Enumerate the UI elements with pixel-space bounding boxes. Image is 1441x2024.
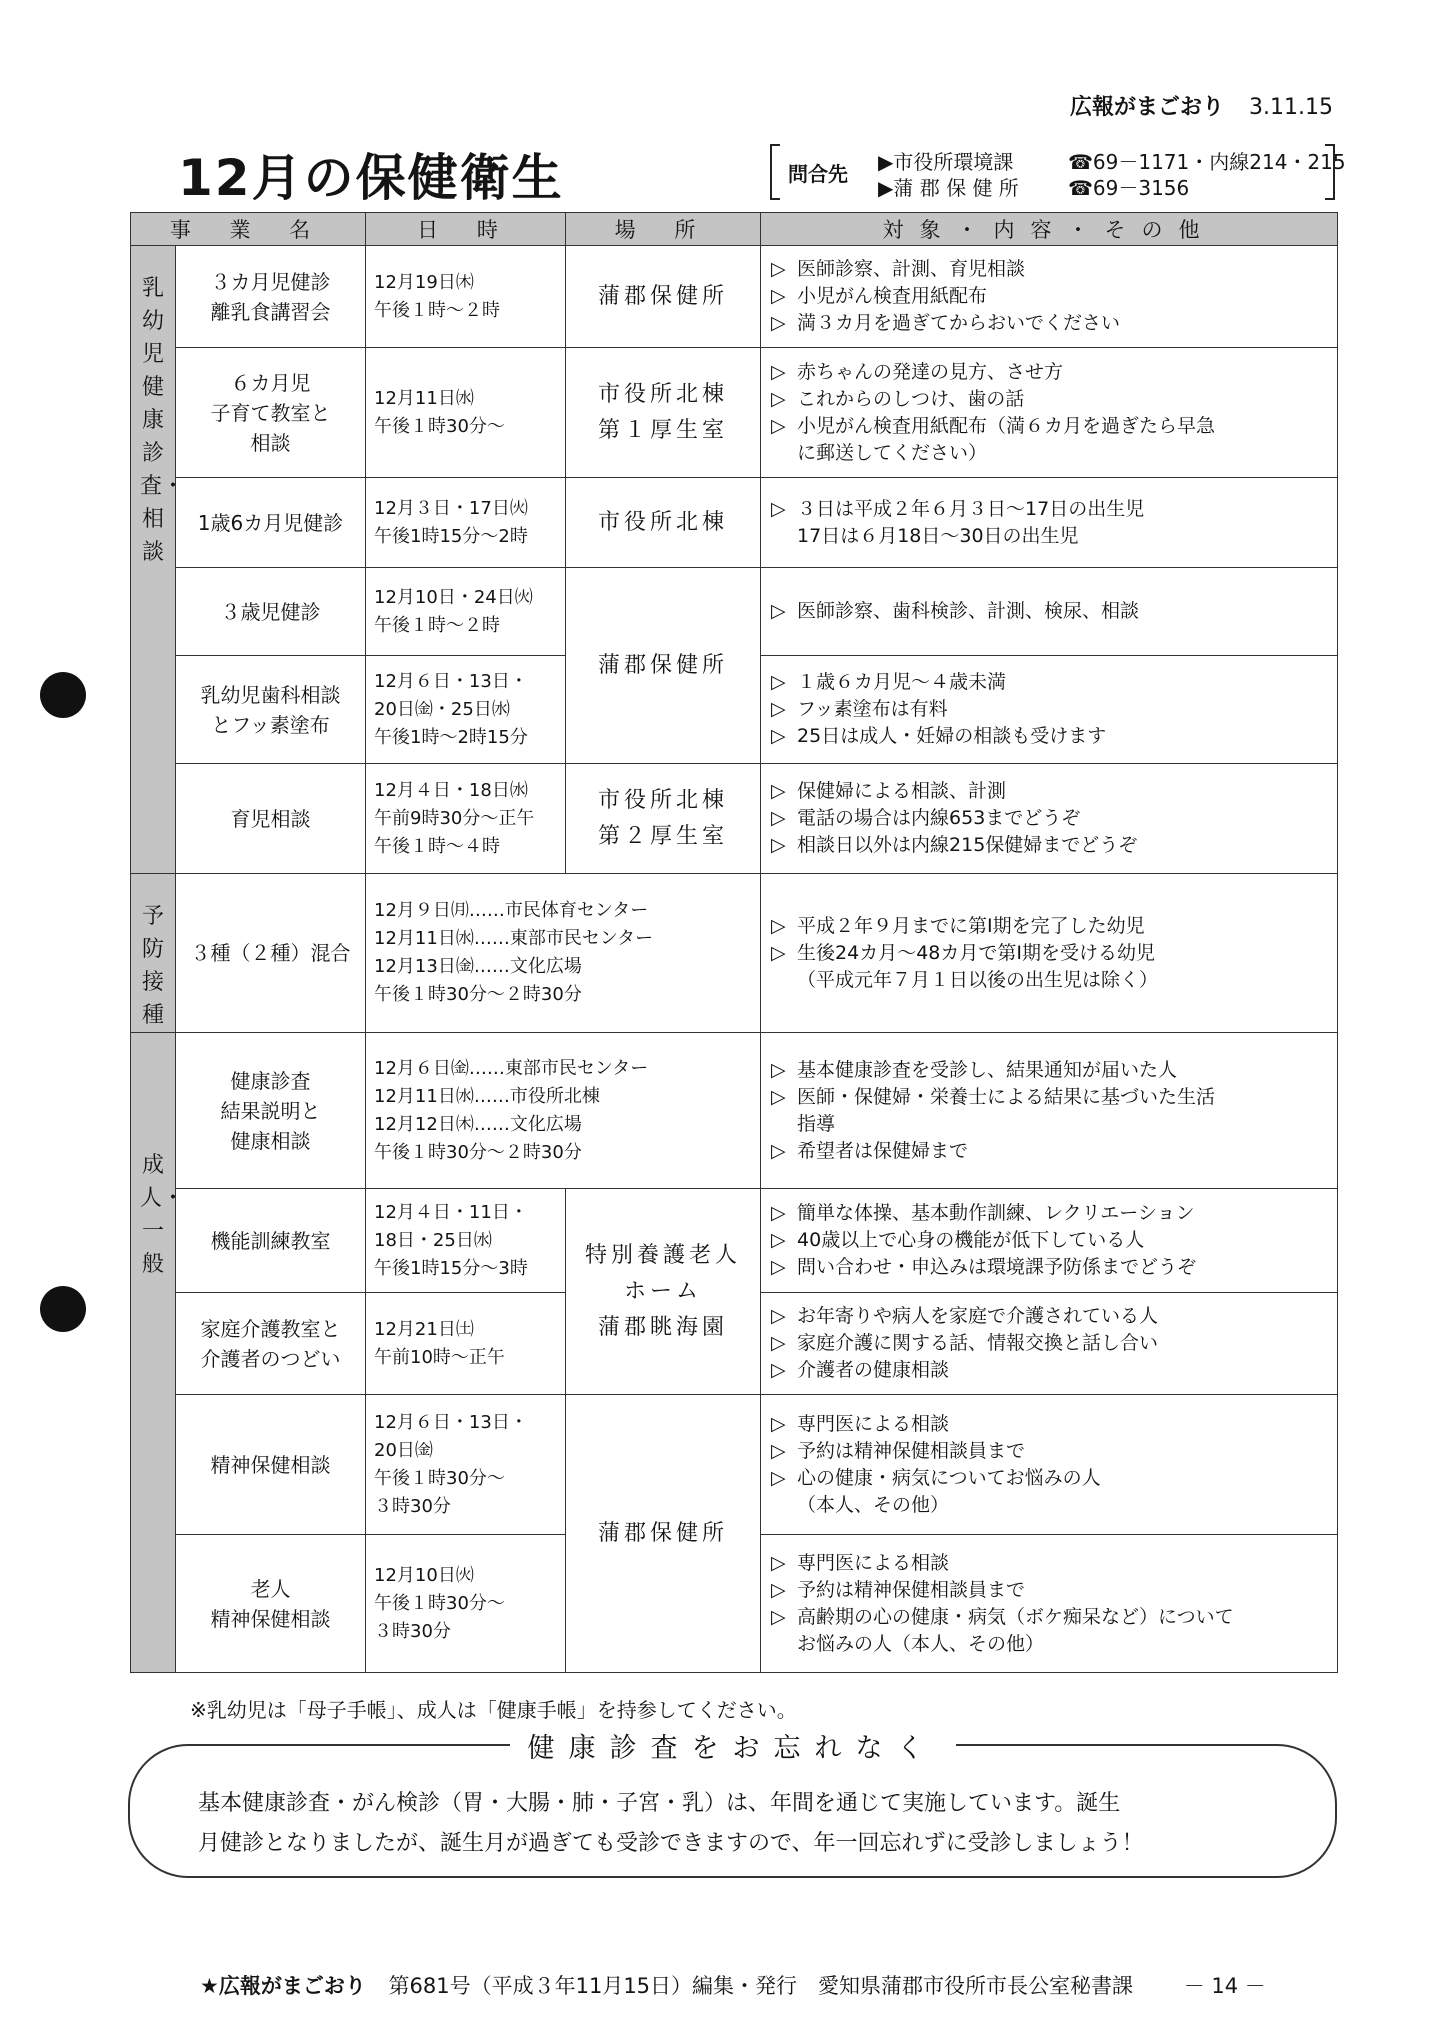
event-line: 介護者のつどい <box>200 1346 341 1371</box>
inquiry-tel: ☎69－3156 <box>1068 176 1190 200</box>
place-text: 蒲郡眺海園 <box>598 1314 729 1340</box>
event-cell <box>176 1033 366 1189</box>
date-line: 12月19日㈭ <box>374 271 474 293</box>
table-row <box>131 764 1338 874</box>
bullet-triangle-icon: ▷ <box>771 1229 786 1251</box>
date-line: 12月13日㈮……文化広場 <box>374 956 582 977</box>
date-line: 12月21日㈯ <box>374 1318 474 1340</box>
date-cell <box>366 246 566 348</box>
date-line: ３時30分 <box>374 1620 451 1642</box>
detail-text: 基本健康診査を受診し、結果通知が届いた人 <box>797 1058 1178 1081</box>
detail-text: 25日は成人・妊婦の相談も受けます <box>797 725 1107 747</box>
schedule-table <box>130 212 1338 1673</box>
detail-text: 心の健康・病気についてお悩みの人 <box>797 1466 1101 1489</box>
event-line: 健康相談 <box>230 1128 311 1153</box>
date-cell <box>366 1189 566 1293</box>
detail-text: ３日は平成２年６月３日～17日の出生児 <box>797 497 1145 520</box>
bullet-triangle-icon: ▷ <box>771 1466 786 1489</box>
date-line: 12月６日・13日・ <box>374 1411 528 1433</box>
detail-text: お年寄りや病人を家庭で介護されている人 <box>797 1305 1159 1327</box>
detail-item <box>771 283 1327 310</box>
date-line: 12月11日㈬……市役所北棟 <box>374 1085 600 1107</box>
date-line: 12月11日㈬……東部市民センター <box>374 928 654 949</box>
event-line: 機能訓練教室 <box>210 1228 331 1253</box>
detail-item <box>771 256 1327 283</box>
date-line: 20日㈮・25日㈬ <box>374 698 510 720</box>
category-cell <box>131 246 185 874</box>
reminder-line: 月健診となりましたが、誕生月が過ぎても受診できますので、年一回忘れずに受診しましょう！ <box>198 1831 1144 1856</box>
publication-name: 広報がまごおり <box>1070 95 1225 120</box>
place-cell <box>566 1189 761 1395</box>
detail-text: 赤ちゃんの発達の見方、させ方 <box>797 360 1064 383</box>
detail-item <box>771 913 1327 940</box>
page-title: 12月の保健衛生 <box>178 149 564 207</box>
bullet-triangle-icon: ▷ <box>771 1058 786 1081</box>
detail-continuation: に郵送してください） <box>797 441 988 464</box>
bullet-triangle-icon: ▷ <box>771 914 786 937</box>
detail-cell <box>761 1535 1338 1673</box>
event-line: ３歳児健診 <box>220 599 321 624</box>
date-cell <box>366 1535 566 1673</box>
detail-item <box>771 1357 1327 1384</box>
bullet-triangle-icon: ▷ <box>771 725 786 747</box>
bullet-triangle-icon: ▷ <box>771 1605 786 1628</box>
place-text: 蒲郡保健所 <box>598 1520 729 1546</box>
date-cell <box>366 568 566 656</box>
detail-item <box>771 310 1327 337</box>
detail-cell <box>761 1189 1338 1293</box>
category-cell <box>131 1033 185 1673</box>
place-cell <box>566 1395 761 1673</box>
reminder-body <box>198 1784 1275 1864</box>
detail-cell <box>761 1395 1338 1535</box>
date-line: 12月12日㈭……文化広場 <box>374 1113 582 1135</box>
footer-info: 第681号（平成３年11月15日）編集・発行 愛知県蒲郡市役所市長公室秘書課 <box>388 1974 1134 1998</box>
detail-item <box>771 669 1327 696</box>
event-cell <box>176 348 366 478</box>
detail-text: 医師診察、歯科検診、計測、検尿、相談 <box>797 600 1140 622</box>
date-line: 午後１時30分～ <box>374 1467 505 1489</box>
reminder-line: 基本健康診査・がん検診（胃・大腸・肺・子宮・乳）は、年間を通じて実施しています。誕生 <box>198 1791 1121 1816</box>
detail-text: 相談日以外は内線215保健婦までどうぞ <box>797 834 1138 856</box>
table-row <box>131 1033 1338 1189</box>
event-line: 老人 <box>250 1576 291 1601</box>
event-line: 1歳6カ月児健診 <box>197 510 344 535</box>
date-line: 12月４日・18日㈬ <box>374 779 528 801</box>
detail-item <box>771 1577 1327 1604</box>
event-line: 健康診査 <box>230 1068 311 1093</box>
date-line: 12月11日㈬ <box>374 387 474 409</box>
detail-text: フッ素塗布は有料 <box>797 698 948 720</box>
detail-item <box>771 1138 1327 1165</box>
detail-item <box>771 805 1327 832</box>
event-line: ３種（２種）混合 <box>190 941 351 965</box>
reminder-box <box>128 1733 1337 1878</box>
date-cell <box>366 874 761 1033</box>
detail-text: 簡単な体操、基本動作訓練、レクリエーション <box>797 1202 1195 1224</box>
bullet-triangle-icon: ▷ <box>771 1305 786 1327</box>
detail-text: 医師・保健婦・栄養士による結果に基づいた生活 <box>797 1085 1216 1108</box>
detail-text: 予約は精神保健相談員まで <box>797 1578 1026 1601</box>
place-cell <box>566 348 761 478</box>
detail-item <box>771 1057 1327 1084</box>
bullet-triangle-icon: ▷ <box>771 834 786 856</box>
detail-cell <box>761 874 1338 1033</box>
bullet-triangle-icon: ▷ <box>771 1202 786 1224</box>
binder-hole-icon <box>40 1286 86 1332</box>
bullet-triangle-icon: ▷ <box>771 387 786 410</box>
event-cell <box>176 568 366 656</box>
detail-item <box>771 1604 1327 1631</box>
category-label: 成人・一般 <box>140 1153 185 1277</box>
date-line: 12月10日㈫ <box>374 1564 474 1586</box>
date-cell <box>366 478 566 568</box>
detail-text: １歳６カ月児～４歳未満 <box>797 671 1007 693</box>
bullet-triangle-icon: ▷ <box>771 941 786 964</box>
event-cell <box>176 656 366 764</box>
detail-text: 専門医による相談 <box>797 1412 950 1435</box>
place-cell <box>566 246 761 348</box>
detail-item <box>771 1330 1327 1357</box>
place-text: 第２厚生室 <box>598 823 729 849</box>
detail-text: 予約は精神保健相談員まで <box>797 1439 1026 1462</box>
detail-item <box>771 723 1327 750</box>
detail-cell <box>761 246 1338 348</box>
event-cell <box>176 1535 366 1673</box>
bullet-triangle-icon: ▷ <box>771 1359 786 1381</box>
bracket-left <box>770 144 780 200</box>
detail-text: これからのしつけ、歯の話 <box>797 387 1025 410</box>
date-line: 午後1時15分～2時 <box>374 525 528 547</box>
event-line: 精神保健相談 <box>210 1606 331 1631</box>
date-line: 午前9時30分～正午 <box>374 807 535 829</box>
detail-text: 小児がん検査用紙配布 <box>797 285 988 307</box>
detail-item <box>771 1084 1327 1111</box>
event-cell <box>176 764 366 874</box>
issue-header <box>1070 90 1333 121</box>
date-line: 午前10時～正午 <box>374 1346 505 1368</box>
detail-cell <box>761 656 1338 764</box>
bullet-triangle-icon: ▷ <box>771 1332 786 1354</box>
detail-item <box>771 940 1327 967</box>
date-line: 12月６日㈮……東部市民センター <box>374 1057 649 1079</box>
event-line: ３カ月児健診 <box>210 269 331 294</box>
detail-item <box>771 496 1327 523</box>
place-text: ホーム <box>624 1278 703 1304</box>
detail-text: 生後24カ月～48カ月で第Ⅰ期を受ける幼児 <box>797 941 1155 964</box>
detail-text: 医師診察、計測、育児相談 <box>797 258 1026 280</box>
place-cell <box>566 568 761 764</box>
event-cell <box>176 246 366 348</box>
event-cell <box>176 874 366 1033</box>
bullet-triangle-icon: ▷ <box>771 360 786 383</box>
event-line: 離乳食講習会 <box>210 299 331 324</box>
detail-item <box>771 1303 1327 1330</box>
footer <box>200 1970 1266 2000</box>
bullet-triangle-icon: ▷ <box>771 1412 786 1435</box>
column-header: 対象・内容・その他 <box>761 213 1338 246</box>
event-line: 家庭介護教室と <box>200 1316 341 1341</box>
bullet-triangle-icon: ▷ <box>771 807 786 829</box>
detail-cell <box>761 1033 1338 1189</box>
bullet-triangle-icon: ▷ <box>771 600 786 622</box>
detail-cell <box>761 764 1338 874</box>
date-line: 12月３日・17日㈫ <box>374 497 528 519</box>
detail-continuation: 指導 <box>797 1112 836 1135</box>
detail-text: 40歳以上で心身の機能が低下している人 <box>797 1229 1145 1251</box>
bullet-triangle-icon: ▷ <box>771 1256 786 1278</box>
date-line: 12月９日㈪……市民体育センター <box>374 900 649 921</box>
date-line: 午後1時～2時15分 <box>374 726 528 748</box>
detail-text: 介護者の健康相談 <box>797 1359 950 1381</box>
date-line: 午後１時～４時 <box>374 835 501 857</box>
page-number: － 14 － <box>1183 1974 1266 1998</box>
bullet-triangle-icon: ▷ <box>771 1578 786 1601</box>
table-row <box>131 1395 1338 1535</box>
inquiry-label: 問合先 <box>788 162 848 186</box>
place-text: 特別養護老人 <box>585 1242 742 1268</box>
detail-item <box>771 386 1327 413</box>
detail-cell <box>761 348 1338 478</box>
date-line: 18日・25日㈬ <box>374 1229 492 1251</box>
column-header: 事 業 名 <box>131 213 366 246</box>
place-text: 第１厚生室 <box>598 417 729 443</box>
bullet-triangle-icon: ▷ <box>771 1139 786 1162</box>
bullet-triangle-icon: ▷ <box>771 1551 786 1574</box>
date-cell <box>366 1395 566 1535</box>
detail-text: 家庭介護に関する話、情報交換と話し合い <box>797 1332 1159 1354</box>
table-row <box>131 478 1338 568</box>
place-text: 市役所北棟 <box>598 787 729 813</box>
detail-continuation: （本人、その他） <box>797 1493 950 1516</box>
footer-brand: ★広報がまごおり <box>200 1974 366 1998</box>
inquiry-dept: ▶蒲 郡 保 健 所 <box>878 176 1019 200</box>
table-row <box>131 568 1338 656</box>
detail-cell <box>761 1293 1338 1395</box>
detail-text: 専門医による相談 <box>797 1551 950 1574</box>
date-line: 12月６日・13日・ <box>374 670 528 692</box>
bullet-triangle-icon: ▷ <box>771 414 786 437</box>
bullet-triangle-icon: ▷ <box>771 1085 786 1108</box>
place-text: 市役所北棟 <box>598 509 729 535</box>
place-text: 市役所北棟 <box>598 381 729 407</box>
event-cell <box>176 478 366 568</box>
detail-text: 平成２年９月までに第Ⅰ期を完了した幼児 <box>797 914 1145 937</box>
detail-item <box>771 413 1327 440</box>
detail-text: 高齢期の心の健康・病気（ボケ痴呆など）について <box>797 1605 1234 1628</box>
detail-text: 小児がん検査用紙配布（満６カ月を過ぎたら早急 <box>797 414 1216 437</box>
table-row <box>131 348 1338 478</box>
detail-text: 満３カ月を過ぎてからおいでください <box>797 312 1121 334</box>
place-text: 蒲郡保健所 <box>598 283 729 309</box>
detail-item <box>771 696 1327 723</box>
date-line: ３時30分 <box>374 1495 451 1517</box>
table-row <box>131 1189 1338 1293</box>
place-cell <box>566 764 761 874</box>
reminder-title-wrap <box>130 1726 1335 1765</box>
reminder-title: 健康診査をお忘れなく <box>510 1733 956 1764</box>
place-text: 蒲郡保健所 <box>598 652 729 678</box>
category-label: 乳幼児健康診査・相談 <box>140 276 185 565</box>
table-row <box>131 246 1338 348</box>
bullet-triangle-icon: ▷ <box>771 780 786 802</box>
date-line: 午後１時～２時 <box>374 614 501 636</box>
date-line: 午後１時30分～２時30分 <box>374 984 582 1005</box>
date-cell <box>366 656 566 764</box>
detail-item <box>771 359 1327 386</box>
bullet-triangle-icon: ▷ <box>771 497 786 520</box>
carry-note: ※乳幼児は「母子手帳」、成人は「健康手帳」を持参してください。 <box>190 1698 797 1722</box>
column-header: 場 所 <box>566 213 761 246</box>
event-line: 結果説明と <box>220 1098 321 1123</box>
event-line: とフッ素塗布 <box>211 712 330 737</box>
bullet-triangle-icon: ▷ <box>771 1439 786 1462</box>
detail-text: 電話の場合は内線653までどうぞ <box>797 807 1081 829</box>
bullet-triangle-icon: ▷ <box>771 258 786 280</box>
event-line: 精神保健相談 <box>210 1452 331 1477</box>
detail-cell <box>761 478 1338 568</box>
detail-continuation: お悩みの人（本人、その他） <box>797 1632 1045 1655</box>
bullet-triangle-icon: ▷ <box>771 698 786 720</box>
event-cell <box>176 1395 366 1535</box>
detail-continuation: （平成元年７月１日以後の出生児は除く） <box>797 968 1159 991</box>
event-cell <box>176 1293 366 1395</box>
bullet-triangle-icon: ▷ <box>771 285 786 307</box>
detail-continuation: 17日は６月18日～30日の出生児 <box>797 524 1079 547</box>
column-header: 日 時 <box>366 213 566 246</box>
date-cell <box>366 348 566 478</box>
bullet-triangle-icon: ▷ <box>771 312 786 334</box>
event-line: 乳幼児歯科相談 <box>200 682 341 707</box>
date-line: 12月４日・11日・ <box>374 1201 528 1223</box>
inquiry-dept: ▶市役所環境課 <box>878 150 1014 174</box>
detail-text: 問い合わせ・申込みは環境課予防係までどうぞ <box>797 1256 1197 1278</box>
detail-item <box>771 1411 1327 1438</box>
category-label: 予防接種 <box>141 904 164 1028</box>
date-line: 20日㈮ <box>374 1439 433 1461</box>
category-cell <box>131 874 176 1033</box>
binder-hole-icon <box>40 672 86 718</box>
detail-item <box>771 598 1327 625</box>
event-line: ６カ月児 <box>230 370 311 395</box>
date-line: 午後１時30分～ <box>374 1592 505 1614</box>
detail-item <box>771 1465 1327 1492</box>
date-line: 午後1時15分～3時 <box>374 1257 528 1279</box>
date-line: 12月10日・24日㈫ <box>374 586 533 608</box>
detail-item <box>771 1438 1327 1465</box>
event-line: 相談 <box>250 430 291 455</box>
detail-item <box>771 1200 1327 1227</box>
date-cell <box>366 764 566 874</box>
detail-item <box>771 1254 1327 1281</box>
inquiry-tel: ☎69－1171・内線214・215 <box>1068 150 1346 174</box>
date-line: 午後１時30分～２時30分 <box>374 1141 582 1163</box>
event-cell <box>176 1189 366 1293</box>
event-line: 子育て教室と <box>210 400 331 425</box>
detail-cell <box>761 568 1338 656</box>
table-header-row <box>131 213 1338 246</box>
issue-date: 3.11.15 <box>1249 95 1333 120</box>
detail-item <box>771 778 1327 805</box>
inquiry-line <box>878 146 1346 175</box>
detail-text: 希望者は保健婦まで <box>797 1139 969 1162</box>
date-cell <box>366 1293 566 1395</box>
date-line: 午後１時30分～ <box>374 415 505 437</box>
date-line: 午後１時～２時 <box>374 299 501 321</box>
inquiry-box <box>770 144 1346 200</box>
detail-text: 保健婦による相談、計測 <box>797 780 1007 802</box>
bullet-triangle-icon: ▷ <box>771 671 786 693</box>
table-row <box>131 874 1338 1033</box>
place-cell <box>566 478 761 568</box>
detail-item <box>771 1227 1327 1254</box>
event-line: 育児相談 <box>230 806 311 831</box>
detail-item <box>771 832 1327 859</box>
date-cell <box>366 1033 761 1189</box>
detail-item <box>771 1550 1327 1577</box>
inquiry-line <box>878 172 1190 201</box>
